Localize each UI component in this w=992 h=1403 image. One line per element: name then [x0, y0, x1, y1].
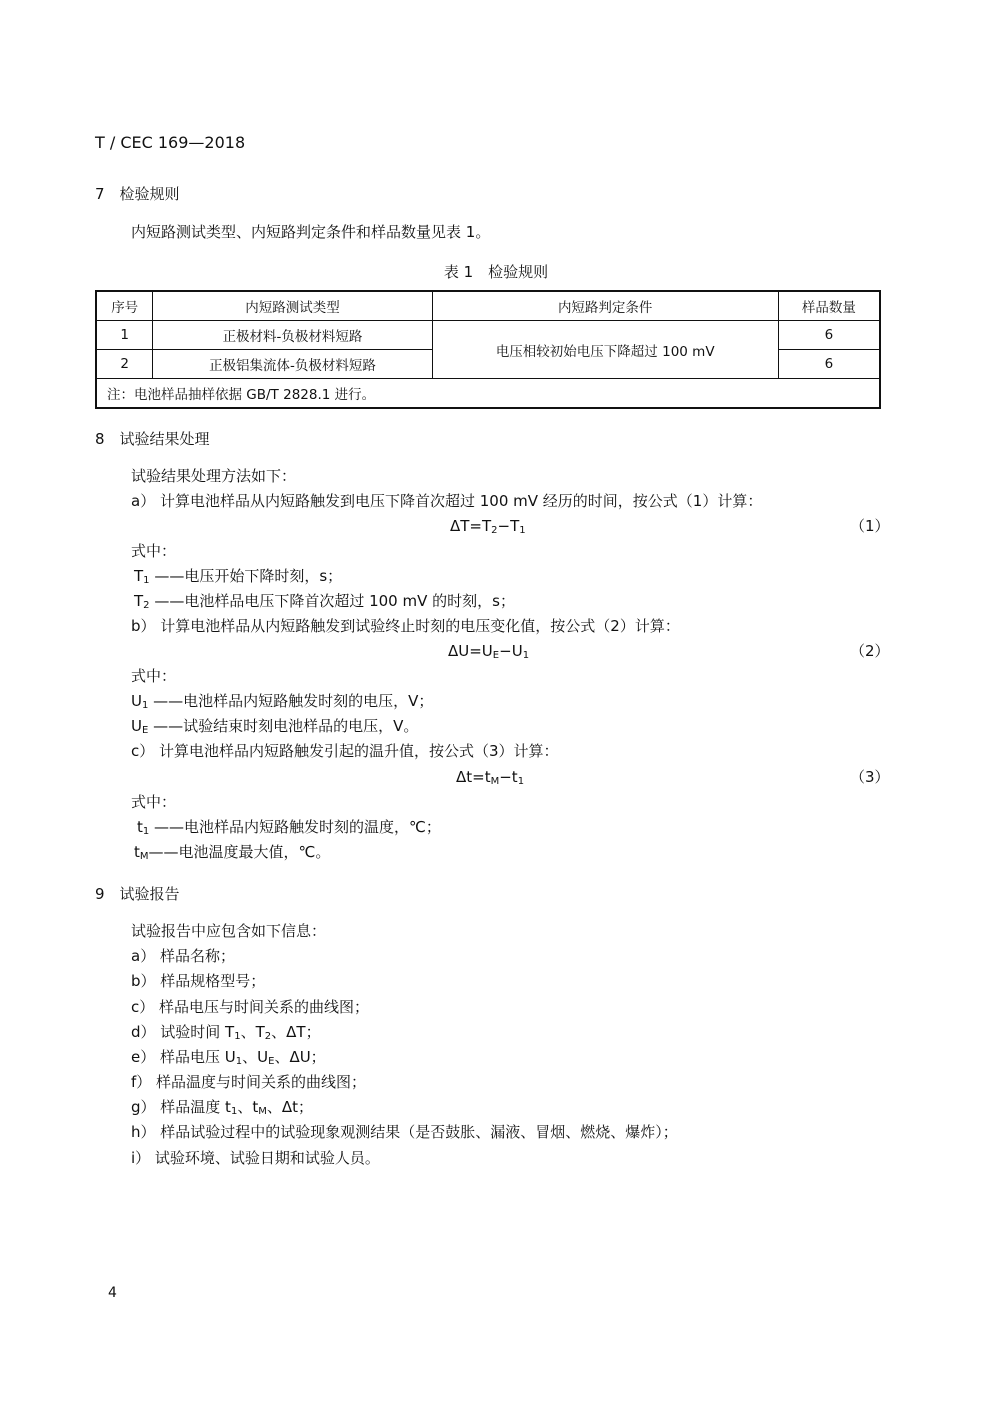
definition-t1: $t_1$ ——电池样品内短路触发时刻的温度，℃；	[137, 818, 441, 837]
section-8-intro: 试验结果处理方法如下：	[131, 467, 297, 485]
section-7-heading: 7 检验规则	[95, 185, 180, 203]
table-row	[96, 321, 880, 350]
row-number: 1	[96, 321, 153, 350]
header-cell-quantity: 样品数量	[778, 291, 880, 321]
definition-T2: $T_2$ ——电池样品电压下降首次超过 100 mV 的时刻，s；	[134, 592, 515, 611]
header-cell-condition: 内短路判定条件	[432, 291, 778, 321]
formula-1: $\Delta T=T_2-T_1$	[450, 517, 526, 536]
report-item-a: a） 样品名称；	[131, 947, 235, 965]
definition-U1: $U_1$ ——电池样品内短路触发时刻的电压，V；	[131, 692, 434, 711]
document-code: T / CEC 169—2018	[95, 133, 246, 152]
header-cell-test-type: 内短路测试类型	[153, 291, 432, 321]
row-quantity: 6	[778, 321, 880, 350]
definition-UE: $U_E$ ——试验结束时刻电池样品的电压，V。	[131, 717, 419, 736]
item-c-text: c） 计算电池样品内短路触发引起的温升值，按公式（3）计算：	[131, 742, 559, 760]
where-label: 式中：	[131, 793, 177, 811]
section-9-heading: 9 试验报告	[95, 885, 180, 903]
formula-3-number: （3）	[850, 768, 890, 786]
item-a-text: a） 计算电池样品从内短路触发到电压下降首次超过 100 mV 经历的时间，按公式（1）计算：	[131, 492, 763, 510]
row-test-type: 正极材料-负极材料短路	[153, 321, 432, 350]
section-8-heading: 8 试验结果处理	[95, 430, 210, 448]
row-number: 2	[96, 350, 153, 379]
report-item-d: d） 试验时间 $T_1$、$T_2$、ΔT；	[131, 1023, 321, 1042]
formula-2-number: （2）	[850, 642, 890, 660]
report-item-g: g） 样品温度 $t_1$、$t_M$、Δt；	[131, 1098, 314, 1117]
section-9-intro: 试验报告中应包含如下信息：	[131, 922, 327, 940]
where-label: 式中：	[131, 542, 177, 560]
header-cell-no: 序号	[96, 291, 153, 321]
formula-1-number: （1）	[850, 517, 890, 535]
table-note: 注：电池样品抽样依据 GB/T 2828.1 进行。	[96, 379, 880, 409]
report-item-c: c） 样品电压与时间关系的曲线图；	[131, 998, 370, 1016]
row-quantity: 6	[778, 350, 880, 379]
table-caption: 表 1 检验规则	[443, 263, 549, 281]
definition-T1: $T_1$ ——电压开始下降时刻，s；	[134, 567, 343, 586]
definition-tM: $t_M——$电池温度最大值，℃。	[134, 843, 331, 862]
page-number: 4	[108, 1285, 117, 1301]
table-header-row	[96, 291, 880, 321]
report-item-e: e） 样品电压 $U_1$、$U_E$、ΔU；	[131, 1048, 326, 1067]
row-condition: 电压相较初始电压下降超过 100 mV	[432, 321, 778, 379]
formula-2: $\Delta U=U_E-U_1$	[448, 642, 530, 661]
section-7-intro: 内短路测试类型、内短路判定条件和样品数量见表 1。	[131, 223, 491, 241]
table-note-row	[96, 379, 880, 409]
item-b-text: b） 计算电池样品从内短路触发到试验终止时刻的电压变化值，按公式（2）计算：	[131, 617, 680, 635]
where-label: 式中：	[131, 667, 177, 685]
report-item-h: h） 样品试验过程中的试验现象观测结果（是否鼓胀、漏液、冒烟、燃烧、爆炸）；	[131, 1123, 678, 1141]
report-item-b: b） 样品规格型号；	[131, 972, 266, 990]
report-item-i: i） 试验环境、试验日期和试验人员。	[131, 1149, 380, 1167]
row-test-type: 正极铝集流体-负极材料短路	[153, 350, 432, 379]
formula-3: $\Delta t=t_M-t_1$	[456, 768, 525, 787]
report-item-f: f） 样品温度与时间关系的曲线图；	[131, 1073, 367, 1091]
inspection-rules-table	[95, 290, 881, 409]
